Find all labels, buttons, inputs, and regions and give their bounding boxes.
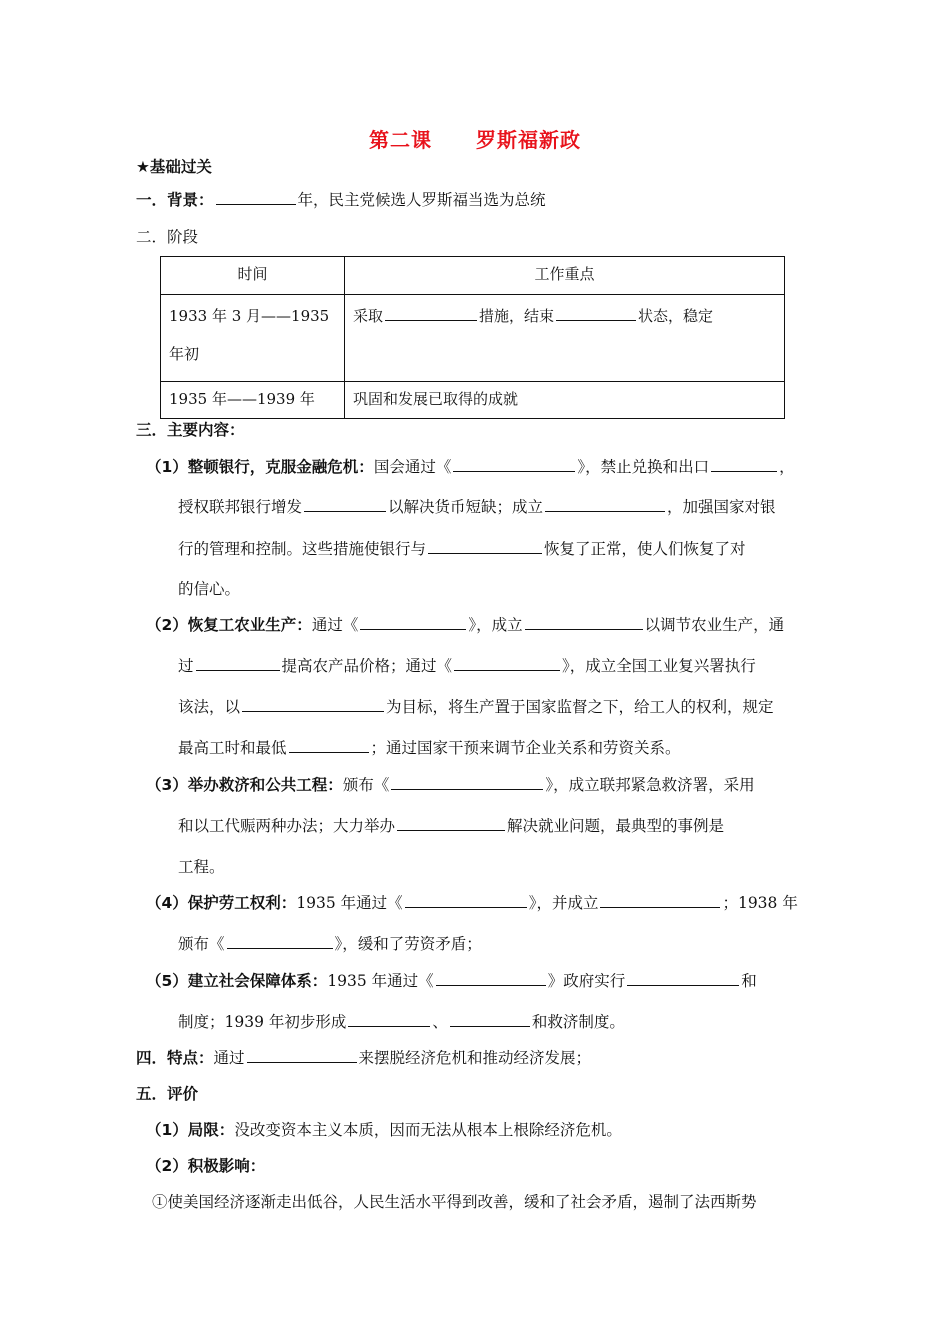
item1-text-d: 授权联邦银行增发: [178, 498, 303, 516]
item3-text-c: 和以工代赈两种办法；大力举办: [178, 817, 396, 835]
item5-text-c: 和: [741, 972, 757, 990]
item2-head: 恢复工农业生产：: [187, 616, 312, 634]
positive-item-1: ①使美国经济逐渐走出低谷，人民生活水平得到改善，缓和了社会矛盾，遏制了法西斯势: [152, 1193, 757, 1211]
blank-issue[interactable]: [304, 496, 386, 512]
item1-head: 整顿银行，克服金融危机：: [187, 458, 374, 476]
item1-text-b: 》，禁止兑换和出口: [577, 458, 710, 476]
item3-head: 举办救济和公共工程：: [187, 776, 343, 794]
item2-text-g: 该法，以: [178, 698, 241, 716]
item1-text-c: ，: [779, 458, 795, 476]
table-row: [161, 382, 785, 419]
item5-head: 建立社会保障体系：: [187, 972, 328, 990]
limit-head: 局限：: [187, 1121, 235, 1139]
row1-time-line1: 1933 年 3 月——1935: [169, 307, 330, 325]
row2-time: 1935 年——1939 年: [161, 382, 345, 419]
item4-line1: [146, 891, 798, 913]
section-content-heading: 三．主要内容：: [136, 421, 245, 439]
section-features: [136, 1046, 591, 1068]
table-row: [161, 295, 785, 382]
item2-text-h: 为目标，将生产置于国家监督之下，给工人的权利，规定: [386, 698, 774, 716]
table-cell-focus: [345, 295, 785, 382]
item1-line3: [178, 537, 746, 559]
table-header-row: [161, 257, 785, 295]
table-header-time: 时间: [161, 257, 345, 295]
item2-text-d: 过: [178, 657, 194, 675]
blank-bank-relation[interactable]: [428, 538, 542, 554]
row1-focus-a: 采取: [353, 307, 384, 325]
item2-text-e: 提高农产品价格；通过《: [281, 657, 453, 675]
item4-head: 保护劳工权利：: [187, 894, 297, 912]
blank-pension[interactable]: [627, 970, 739, 986]
blank-year[interactable]: [216, 189, 296, 205]
blank-industry-act[interactable]: [454, 655, 560, 671]
page-title: [0, 124, 950, 153]
limit-text: 没改变资本主义本质，因而无法从根本上根除经济危机。: [234, 1121, 622, 1139]
item5-num: （5）: [146, 972, 188, 990]
lesson-topic: 罗斯福新政: [476, 128, 581, 152]
item1-num: （1）: [146, 458, 188, 476]
item3-line3: 工程。: [178, 858, 225, 876]
blank-farm-act[interactable]: [360, 614, 466, 630]
item2-line2: [178, 654, 756, 676]
section-background-text: 年，民主党候选人罗斯福当选为总统: [297, 191, 546, 209]
item1-line2: [178, 495, 776, 517]
stages-table: [160, 256, 785, 419]
item1-line1: [146, 455, 795, 477]
section-features-label: 四．特点：: [136, 1049, 214, 1067]
item1-text-a: 国会通过《: [373, 458, 452, 476]
item5-text-d: 制度；1939 年初步形成: [178, 1013, 347, 1031]
positive-head: 积极影响：: [187, 1157, 266, 1175]
blank-farm-agency[interactable]: [525, 614, 643, 630]
item5-text-a: 1935 年通过《: [327, 972, 434, 990]
positive-num: （2）: [146, 1157, 188, 1175]
item1-text-e: 以解决货币短缺；成立: [388, 498, 544, 516]
item1-text-h: 恢复了正常，使人们恢复了对: [544, 540, 746, 558]
item5-text-f: 和救济制度。: [531, 1013, 625, 1031]
item5-line1: [146, 969, 757, 991]
table-cell-time: [161, 295, 345, 382]
item4-line2: [178, 932, 482, 954]
item4-text-b: 》，并成立: [528, 894, 599, 912]
item3-line2: [178, 814, 724, 836]
blank-public-works[interactable]: [397, 815, 505, 831]
blank-establish[interactable]: [545, 496, 665, 512]
item2-line3: [178, 695, 774, 717]
section-features-text-b: 来摆脱经济危机和推动经济发展；: [358, 1049, 592, 1067]
blank-labor-board[interactable]: [600, 892, 720, 908]
blank-labor-act[interactable]: [405, 892, 527, 908]
table-header-focus: 工作重点: [345, 257, 785, 295]
item4-text-c: ；1938 年: [722, 894, 798, 912]
section-evaluation-heading: 五．评价: [136, 1085, 199, 1103]
row1-time-line2: 年初: [169, 345, 200, 363]
blank-min-wage[interactable]: [289, 737, 369, 753]
blank-security-act[interactable]: [436, 970, 546, 986]
item4-text-a: 1935 年通过《: [296, 894, 403, 912]
blank-measures[interactable]: [385, 305, 477, 321]
section-basic-heading: ★基础过关: [136, 158, 212, 176]
item2-text-a: 通过《: [311, 616, 359, 634]
blank-system-2[interactable]: [450, 1011, 530, 1027]
section-background-label: 一．背景：: [136, 191, 214, 209]
item5-text-b: 》政府实行: [547, 972, 626, 990]
section-features-text-a: 通过: [213, 1049, 245, 1067]
item4-num: （4）: [146, 894, 188, 912]
item3-num: （3）: [146, 776, 188, 794]
evaluation-limit: [146, 1118, 622, 1140]
item5-line2: [178, 1010, 625, 1032]
blank-relief-act[interactable]: [391, 774, 543, 790]
blank-method[interactable]: [247, 1047, 357, 1063]
item3-text-b: 》，成立联邦紧急救济署，采用: [545, 776, 755, 794]
item3-line1: [146, 773, 755, 795]
item2-text-i: 最高工时和最低: [178, 739, 287, 757]
row1-focus-c: 状态，稳定: [638, 307, 714, 325]
row2-focus: 巩固和发展已取得的成就: [345, 382, 785, 419]
evaluation-positive: [146, 1154, 265, 1176]
row1-focus-b: 措施，结束: [479, 307, 555, 325]
item1-line4: 的信心。: [178, 580, 241, 598]
item1-text-g: 行的管理和控制。这些措施使银行与: [178, 540, 427, 558]
item5-text-e: 、: [432, 1013, 448, 1031]
item4-text-e: 》，缓和了劳资矛盾；: [334, 935, 482, 953]
item2-text-c: 以调节农业生产，通: [644, 616, 785, 634]
blank-state[interactable]: [556, 305, 636, 321]
lesson-number: 第二课: [369, 128, 432, 152]
blank-act[interactable]: [453, 456, 575, 472]
item2-line4: [178, 736, 681, 758]
item2-text-b: 》，成立: [468, 616, 523, 634]
limit-num: （1）: [146, 1121, 188, 1139]
blank-goal[interactable]: [242, 696, 384, 712]
item4-text-d: 颁布《: [178, 935, 225, 953]
section-background: [136, 188, 546, 210]
blank-labor-standards[interactable]: [227, 933, 333, 949]
item2-num: （2）: [146, 616, 188, 634]
item2-line1: [146, 613, 784, 635]
item2-text-f: 》，成立全国工业复兴署执行: [562, 657, 756, 675]
section-stages-heading: 二．阶段: [136, 228, 199, 246]
item1-text-f: ，加强国家对银: [667, 498, 776, 516]
blank-export[interactable]: [711, 456, 777, 472]
item3-text-a: 颁布《: [342, 776, 390, 794]
blank-system-1[interactable]: [348, 1011, 430, 1027]
item2-text-j: ；通过国家干预来调节企业关系和劳资关系。: [370, 739, 681, 757]
blank-price-method[interactable]: [196, 655, 280, 671]
item3-text-d: 解决就业问题，最典型的事例是: [507, 817, 725, 835]
